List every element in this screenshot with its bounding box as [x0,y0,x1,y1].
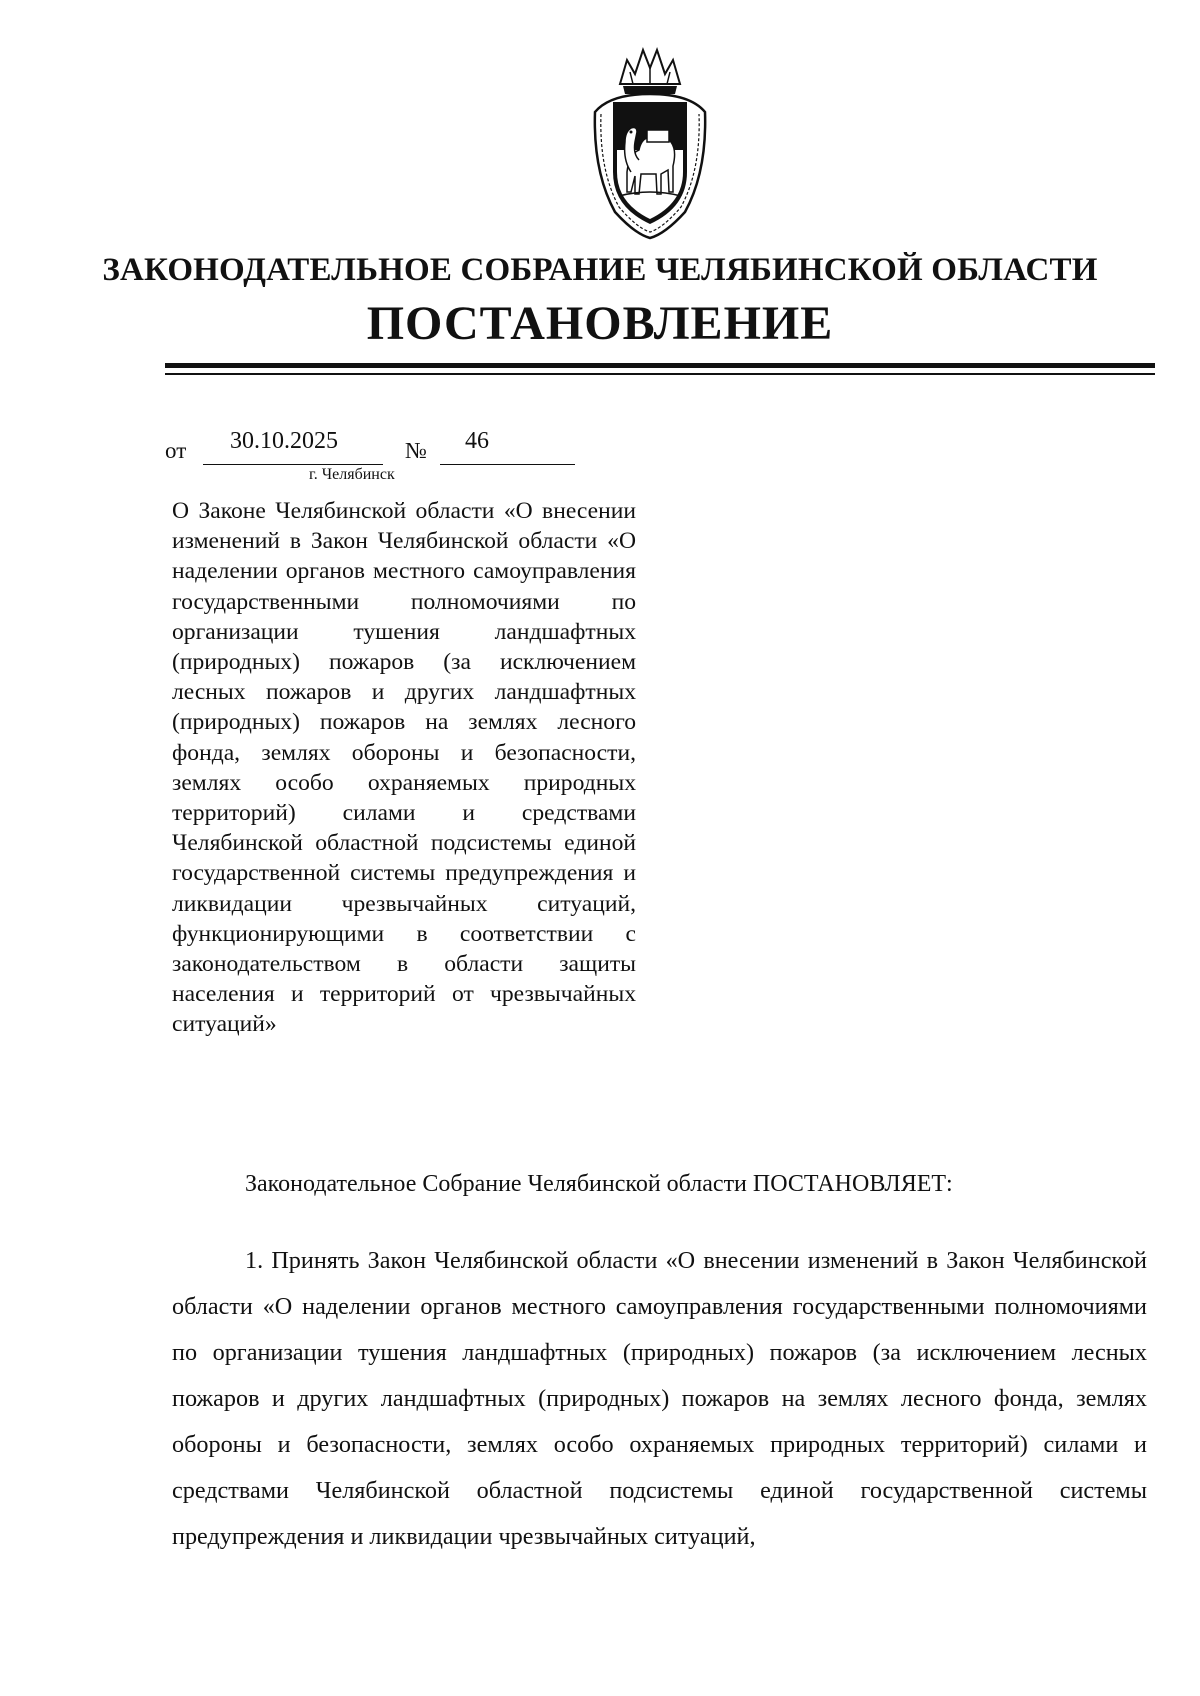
number-prefix: № [405,438,427,463]
document-number: 46 [465,428,489,454]
document-subject: О Законе Челябинской области «О внесении изменений в Закон Челябинской области «О наделении органов местного самоуправления государственными полномочиями по организации тушения ландшафтных (природных) пожаров (за исключением лесных пожаров и других ландшафтных (природных) пожаров на землях лесного фонда, землях обороны и безопасности, землях особо охраняемых природных территорий) силами и средствами Челябинской областной подсистемы единой государственной системы предупреждения и ликвидации чрезвычайных ситуаций, функционирующими в соответствии с законодательством в области защиты населения и территорий от чрезвычайных ситуаций» [172,498,636,1038]
header-rule-thick [165,363,1155,368]
date-prefix: от [165,438,187,463]
header-rule-thin [165,373,1155,375]
date-underline [203,464,383,465]
document-date: 30.10.2025 [230,428,338,454]
chelyabinsk-coat-of-arms-icon [575,42,725,242]
number-underline [440,464,575,465]
decree-intro: Законодательное Собрание Челябинской области ПОСТАНОВЛЯЕТ: [245,1171,953,1197]
document-type-title: ПОСТАНОВЛЕНИЕ [366,297,834,350]
decree-paragraph-1: 1. Принять Закон Челябинской области «О внесении изменений в Закон Челябинской области «О наделении органов местного самоуправления государственными полномочиями по организации тушения ландшафтных (природных) пожаров (за исключением лесных пожаров и других ландшафтных (природных) пожаров на землях лесного фонда, землях обороны и безопасности, землях особо охраняемых природных территорий) силами и средствами Челябинской областной подсистемы единой государственной системы предупреждения и ликвидации чрезвычайных ситуаций, [172,1247,1147,1550]
document-city: г. Челябинск [309,466,395,483]
organization-title: ЗАКОНОДАТЕЛЬНОЕ СОБРАНИЕ ЧЕЛЯБИНСКОЙ ОБЛАСТИ [102,252,1098,288]
